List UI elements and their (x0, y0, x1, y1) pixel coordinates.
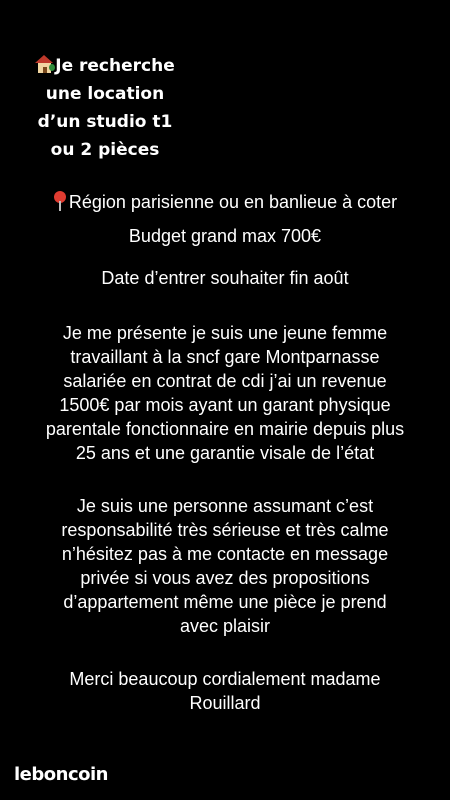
house-icon (35, 55, 54, 73)
region-text: Région parisienne ou en banlieue à coter (0, 190, 450, 214)
intro-paragraph (0, 321, 450, 465)
personality-line: responsabilité très sérieuse et très calme (61, 520, 389, 540)
headline-line-1: Je recherche (30, 52, 180, 80)
intro-line: parentale fonctionnaire en mairie depuis plus (45, 419, 405, 439)
round-pushpin-icon (53, 191, 67, 211)
headline-line-4: ou 2 pièces (50, 140, 160, 160)
headline-line-3: d’un studio t1 (37, 112, 173, 132)
thanks-paragraph (0, 667, 450, 715)
intro-line: Je me présente je suis une jeune femme (62, 323, 388, 343)
budget-text: Budget grand max 700€ (128, 226, 322, 246)
leboncoin-logo: leboncoin (14, 764, 108, 785)
date-text: Date d’entrer souhaiter fin août (101, 268, 349, 288)
personality-line: Je suis une personne assumant c’est (76, 496, 374, 516)
intro-line: 1500€ par mois ayant un garant physique (59, 395, 391, 415)
headline (30, 52, 180, 164)
personality-line: d’appartement même une pièce je prend (63, 592, 387, 612)
thanks-line: Merci beaucoup cordialement madame (69, 669, 381, 689)
intro-line: salariée en contrat de cdi j’ai un revenue (63, 371, 387, 391)
personality-paragraph (0, 494, 450, 638)
intro-line: 25 ans et une garantie visale de l’état (75, 443, 375, 463)
intro-line: travaillant à la sncf gare Montparnasse (70, 347, 380, 367)
personality-line: avec plaisir (179, 616, 271, 636)
headline-line-2: une location (45, 84, 165, 104)
thanks-line: Rouillard (189, 693, 261, 713)
personality-line: privée si vous avez des propositions (80, 568, 370, 588)
personality-line: n’hésitez pas à me contacte en message (61, 544, 389, 564)
